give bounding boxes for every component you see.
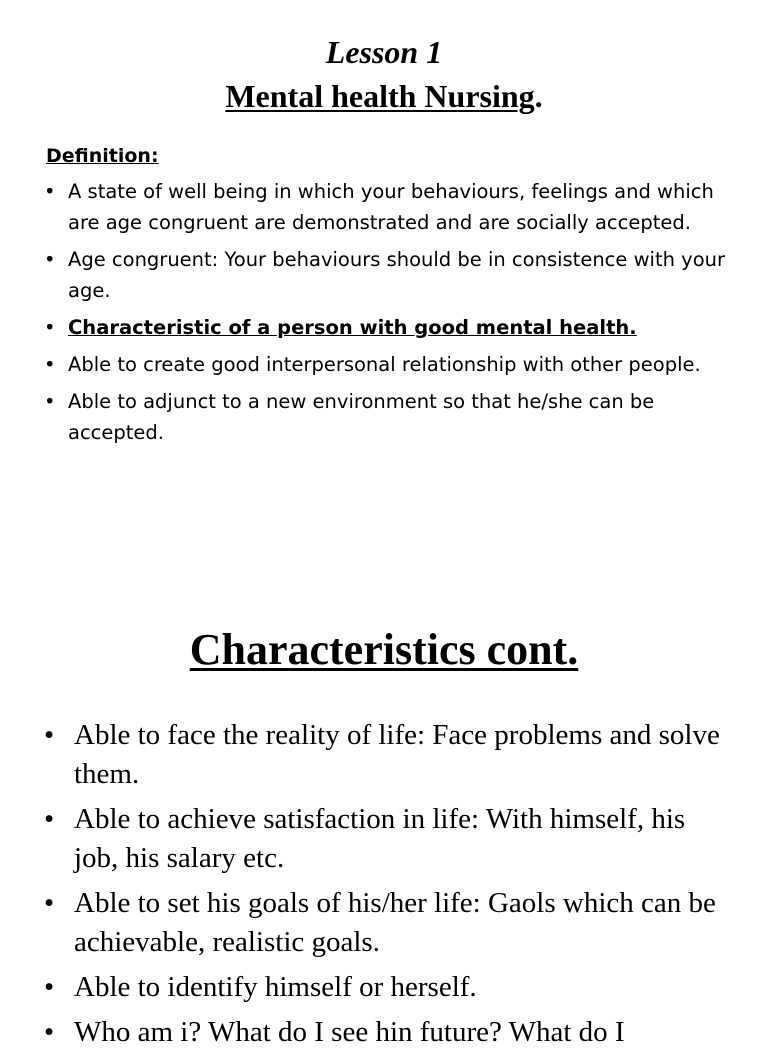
bullet-icon: • <box>44 803 55 835</box>
list-item <box>44 349 734 380</box>
list-item <box>44 800 734 878</box>
list-item-text: Able to achieve satisfaction in life: With himself, his job, his salary etc. <box>74 803 686 874</box>
bullet-icon: • <box>44 1016 55 1048</box>
list-item <box>44 176 734 238</box>
list-item-text: Able to create good interpersonal relationship with other people. <box>68 353 701 376</box>
bullet-icon: • <box>44 390 56 413</box>
bullet-icon: • <box>44 248 56 271</box>
bullet-icon: • <box>44 316 56 339</box>
bullet-icon: • <box>44 719 55 751</box>
definition-list <box>44 176 734 454</box>
bullet-icon: • <box>44 971 55 1003</box>
list-item <box>44 716 734 794</box>
list-item <box>44 884 734 962</box>
bullet-icon: • <box>44 887 55 919</box>
definition-heading: Definition: <box>46 145 159 167</box>
list-item-text: Able to adjunct to a new environment so that he/she can be accepted. <box>68 390 655 444</box>
bullet-icon: • <box>44 353 56 376</box>
bullet-icon: • <box>44 180 56 203</box>
list-item-text: Characteristic of a person with good mental health. <box>68 316 637 339</box>
list-item <box>44 312 734 343</box>
list-item-text: Able to identify himself or herself. <box>74 971 477 1003</box>
characteristics-list <box>44 716 734 1058</box>
subtitle-suffix: . <box>534 78 543 114</box>
list-item-text: Able to face the reality of life: Face problems and solve them. <box>74 719 720 790</box>
list-item-text: Able to set his goals of his/her life: Gaols which can be achievable, realistic goals. <box>74 887 716 958</box>
list-item <box>44 386 734 448</box>
lesson-title: Lesson 1 <box>325 34 443 70</box>
lesson-subtitle <box>0 76 768 116</box>
list-item-text: A state of well being in which your behaviours, feelings and which are age congruent are demonstrated and are socially accepted. <box>68 180 714 234</box>
characteristics-title: Characteristics cont. <box>189 625 579 674</box>
subtitle-text: Mental health Nursing <box>225 78 535 114</box>
list-item <box>44 1013 734 1052</box>
list-item-text: Who am i? What do I see hin future? What do I <box>74 1016 625 1048</box>
list-item <box>44 968 734 1007</box>
list-item-text: Age congruent: Your behaviours should be in consistence with your age. <box>68 248 726 302</box>
list-item <box>44 244 734 306</box>
